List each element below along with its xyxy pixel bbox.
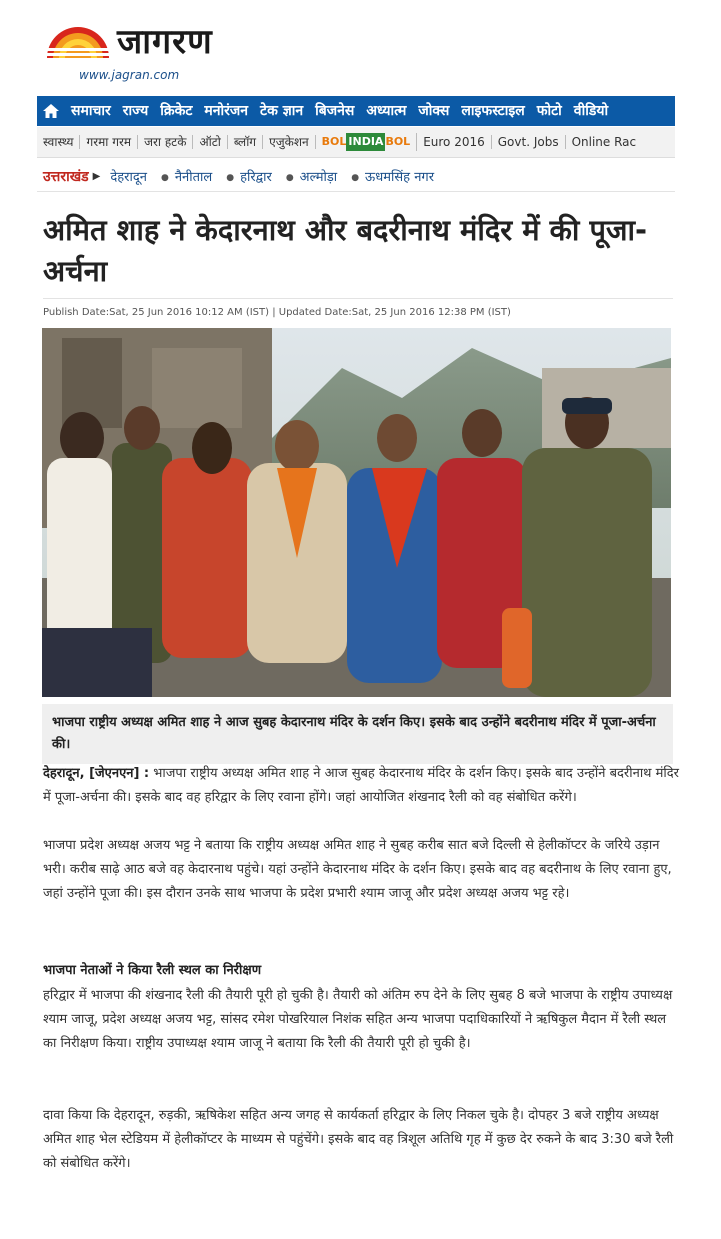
primary-nav bbox=[37, 96, 675, 126]
bol-right: BOL bbox=[385, 135, 411, 148]
nav-item-manoranjan[interactable]: मनोरंजन bbox=[204, 103, 249, 119]
city-link-haridwar[interactable]: ● हरिद्वार bbox=[226, 167, 272, 185]
nav-item-adhyatm[interactable]: अध्यात्म bbox=[366, 103, 407, 119]
state-breadcrumb bbox=[37, 161, 675, 192]
state-link[interactable]: उत्तराखंड bbox=[43, 168, 89, 185]
bol-india-bol-link[interactable] bbox=[316, 133, 418, 151]
subnav-item-health[interactable]: स्वास्थ्य bbox=[37, 135, 80, 149]
article-headline: अमित शाह ने केदारनाथ और बदरीनाथ मंदिर में की पूजा-अर्चना bbox=[43, 213, 648, 288]
city-link-udhamsingh-nagar[interactable]: ● ऊधमसिंह नगर bbox=[351, 167, 434, 185]
nav-item-business[interactable]: बिजनेस bbox=[315, 103, 355, 119]
article-paragraph-3: हरिद्वार में भाजपा की शंखनाद रैली की तैयारी पूरी हो चुकी है। तैयारी को अंतिम रुप देने के लिए सुबह 8 बजे भाजपा के राष्ट्रीय उपाध्यक्ष श्याम जाजू, प्रदेश अध्यक्ष अजय भट्ट, सांसद रमेश पोखरियाल निशंक सहित अन्य भाजपा पदाधिकारियों ने ऋषिकुल मैदान में रैली स्थल का निरीक्षण किया। राष्ट्रीय उपाध्यक्ष श्याम जाजू ने बताया कि रैली की तैयारी पूरी हो चुकी है। bbox=[43, 988, 673, 1051]
bol-india: INDIA bbox=[346, 133, 385, 151]
dateline: देहरादून, [जेएनएन] : bbox=[43, 766, 150, 781]
brand-url[interactable]: www.jagran.com bbox=[79, 68, 180, 82]
city-link-nainital[interactable]: ● नैनीताल bbox=[161, 167, 212, 185]
article-meta: Publish Date:Sat, 25 Jun 2016 10:12 AM (IST) | Updated Date:Sat, 25 Jun 2016 12:38 PM (IST) bbox=[43, 298, 673, 318]
bol-left: BOL bbox=[321, 135, 347, 148]
city-link-almora[interactable]: ● अल्मोड़ा bbox=[286, 167, 337, 185]
triangle-right-icon: ▶ bbox=[92, 170, 101, 182]
secondary-nav bbox=[37, 127, 675, 158]
nav-item-rajya[interactable]: राज्य bbox=[122, 103, 149, 119]
nav-item-jokes[interactable]: जोक्स bbox=[418, 103, 450, 119]
nav-item-cricket[interactable]: क्रिकेट bbox=[160, 103, 193, 119]
home-icon[interactable] bbox=[37, 96, 65, 126]
subnav-item-jara-hatke[interactable]: जरा हटके bbox=[138, 135, 193, 149]
article-photo bbox=[42, 328, 671, 697]
paragraph-1-text: भाजपा राष्ट्रीय अध्यक्ष अमित शाह ने आज सुबह केदारनाथ मंदिर के दर्शन किए। इसके बाद उन्होंने बदरीनाथ मंदिर में पूजा-अर्चना की। इसके बाद वह हरिद्वार के लिए रवाना होंगे। जहां आयोजित शंखनाद रैली को वह संबोधित करेंगे। bbox=[43, 766, 679, 805]
subnav-item-garma-garam[interactable]: गरमा गरम bbox=[80, 135, 138, 149]
article-paragraph-1 bbox=[43, 762, 679, 810]
photo-caption: भाजपा राष्ट्रीय अध्यक्ष अमित शाह ने आज सुबह केदारनाथ मंदिर के दर्शन किए। इसके बाद उन्होंने बदरीनाथ मंदिर में पूजा-अर्चना की। bbox=[42, 704, 673, 764]
subnav-item-blog[interactable]: ब्लॉग bbox=[228, 135, 263, 149]
article-subhead: भाजपा नेताओं ने किया रैली स्थल का निरीक्षण bbox=[43, 963, 262, 978]
article-paragraph-2: भाजपा प्रदेश अध्यक्ष अजय भट्ट ने बताया कि राष्ट्रीय अध्यक्ष अमित शाह ने सुबह करीब सात बजे दिल्ली से हेलीकॉप्टर के जरिये उड़ान भरी। करीब साढ़े आठ बजे वह केदारनाथ पहुंचे। यहां उन्होंने केदारनाथ मंदिर के दर्शन किए। इसके बाद वह बदरीनाथ के लिए रवाना हुए, जहां उन्होंने पूजा की। इस दौरान उनके साथ भाजपा के प्रदेश प्रभारी श्याम जाजू और प्रदेश अध्यक्ष अजय भट्ट रहे। bbox=[43, 838, 672, 901]
nav-item-tech[interactable]: टेक ज्ञान bbox=[260, 103, 304, 119]
subnav-item-education[interactable]: एजुकेशन bbox=[263, 135, 316, 149]
nav-item-samachar[interactable]: समाचार bbox=[71, 103, 111, 119]
jagran-logo[interactable] bbox=[45, 22, 285, 82]
rising-sun-icon bbox=[45, 24, 111, 58]
subnav-item-online-rac[interactable]: Online Rac bbox=[571, 135, 637, 149]
subnav-item-govt-jobs[interactable]: Govt. Jobs bbox=[492, 135, 566, 149]
subnav-item-euro-2016[interactable]: Euro 2016 bbox=[417, 135, 492, 149]
brand-name: जागरण bbox=[117, 22, 213, 62]
subnav-item-auto[interactable]: ऑटो bbox=[193, 135, 227, 149]
nav-item-lifestyle[interactable]: लाइफस्टाइल bbox=[461, 103, 525, 119]
nav-item-photo[interactable]: फोटो bbox=[536, 103, 562, 119]
nav-item-video[interactable]: वीडियो bbox=[573, 103, 609, 119]
article-paragraph-4: दावा किया कि देहरादून, रुड़की, ऋषिकेश सहित अन्य जगह से कार्यकर्ता हरिद्वार के लिए निकल चुके है। दोपहर 3 बजे राष्ट्रीय अध्यक्ष अमित शाह भेल स्टेडियम में हेलीकॉप्टर के माध्यम से पहुंचेंगे। इसके बाद वह त्रिशूल अतिथि गृह में कुछ देर रुकने के बाद 3:30 बजे रैली को संबोधित करेंगे। bbox=[43, 1108, 674, 1171]
city-link-dehradun[interactable]: देहरादून bbox=[110, 170, 147, 185]
